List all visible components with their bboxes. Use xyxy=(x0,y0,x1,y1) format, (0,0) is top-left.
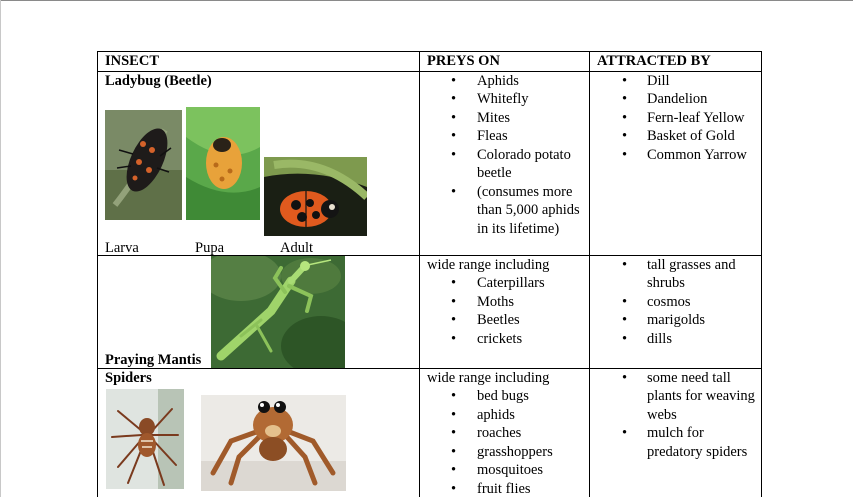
list-item: • bed bugs xyxy=(427,387,583,406)
list-item: • Caterpillars xyxy=(427,274,583,293)
orb-spider-photo xyxy=(106,389,184,489)
table-row xyxy=(98,368,762,497)
list-item: • Common Yarrow xyxy=(597,146,755,165)
list-item: • Moths xyxy=(427,293,583,312)
list-item: • roaches xyxy=(427,424,583,443)
table-header-row xyxy=(98,52,762,72)
table-row xyxy=(98,71,762,255)
page-edge xyxy=(0,0,853,1)
list-item: • mosquitoes xyxy=(427,461,583,480)
list-item: • some need tall plants for weaving webs xyxy=(597,369,755,425)
table-row xyxy=(98,255,762,368)
preys-on-cell xyxy=(420,255,590,368)
insect-name: Spiders xyxy=(105,369,152,386)
preys-on-cell xyxy=(420,71,590,255)
insect-cell-ladybug xyxy=(98,71,420,255)
praying-mantis-photo xyxy=(211,256,345,368)
attracted-by-cell xyxy=(590,368,762,497)
prey-list xyxy=(427,387,583,497)
insect-name: Ladybug (Beetle) xyxy=(105,72,212,89)
list-item: • tall grasses and shrubs xyxy=(597,256,755,293)
list-item: • aphids xyxy=(427,406,583,425)
page-edge-left xyxy=(0,0,1,497)
list-item: • Basket of Gold xyxy=(597,127,755,146)
list-item: • marigolds xyxy=(597,311,755,330)
list-item: • dills xyxy=(597,330,755,349)
list-item: • Whitefly xyxy=(427,90,583,109)
insect-cell-mantis xyxy=(98,255,420,368)
attractant-list xyxy=(597,72,755,165)
ladybug-adult-photo xyxy=(264,157,367,236)
list-item: • Dandelion xyxy=(597,90,755,109)
jumping-spider-photo xyxy=(201,395,346,491)
attractant-list xyxy=(597,369,755,462)
ladybug-pupa-photo xyxy=(186,107,260,220)
insect-name: Praying Mantis xyxy=(105,351,202,368)
preys-on-cell xyxy=(420,368,590,497)
list-item: • Dill xyxy=(597,72,755,91)
attractant-list xyxy=(597,256,755,349)
list-item: • grasshoppers xyxy=(427,443,583,462)
prey-intro: wide range including xyxy=(427,369,550,386)
list-item: • crickets xyxy=(427,330,583,349)
prey-intro: wide range including xyxy=(427,256,550,273)
stage-label-larva: Larva xyxy=(105,239,139,256)
ladybug-larva-photo xyxy=(105,110,182,220)
list-item: • fruit flies xyxy=(427,480,583,497)
list-item: • Beetles xyxy=(427,311,583,330)
header-preys-on: PREYS ON xyxy=(420,52,590,72)
list-item: • Aphids xyxy=(427,72,583,91)
stage-label-pupa: Pupa xyxy=(195,239,224,256)
list-item: • Fern-leaf Yellow xyxy=(597,109,755,128)
list-item: • Mites xyxy=(427,109,583,128)
attracted-by-cell xyxy=(590,255,762,368)
list-item: • Fleas xyxy=(427,127,583,146)
attracted-by-cell xyxy=(590,71,762,255)
prey-list xyxy=(427,274,583,348)
list-item: • cosmos xyxy=(597,293,755,312)
header-insect: INSECT xyxy=(98,52,420,72)
stage-label-adult: Adult xyxy=(280,239,314,256)
insect-cell-spiders xyxy=(98,368,420,497)
insect-table xyxy=(97,51,762,497)
prey-list xyxy=(427,72,583,239)
list-item: • Colorado potato beetle xyxy=(427,146,583,183)
header-attracted-by: ATTRACTED BY xyxy=(590,52,762,72)
list-item: • (consumes more than 5,000 aphids in its lifetime) xyxy=(427,183,583,239)
list-item: • mulch for predatory spiders xyxy=(597,424,755,461)
